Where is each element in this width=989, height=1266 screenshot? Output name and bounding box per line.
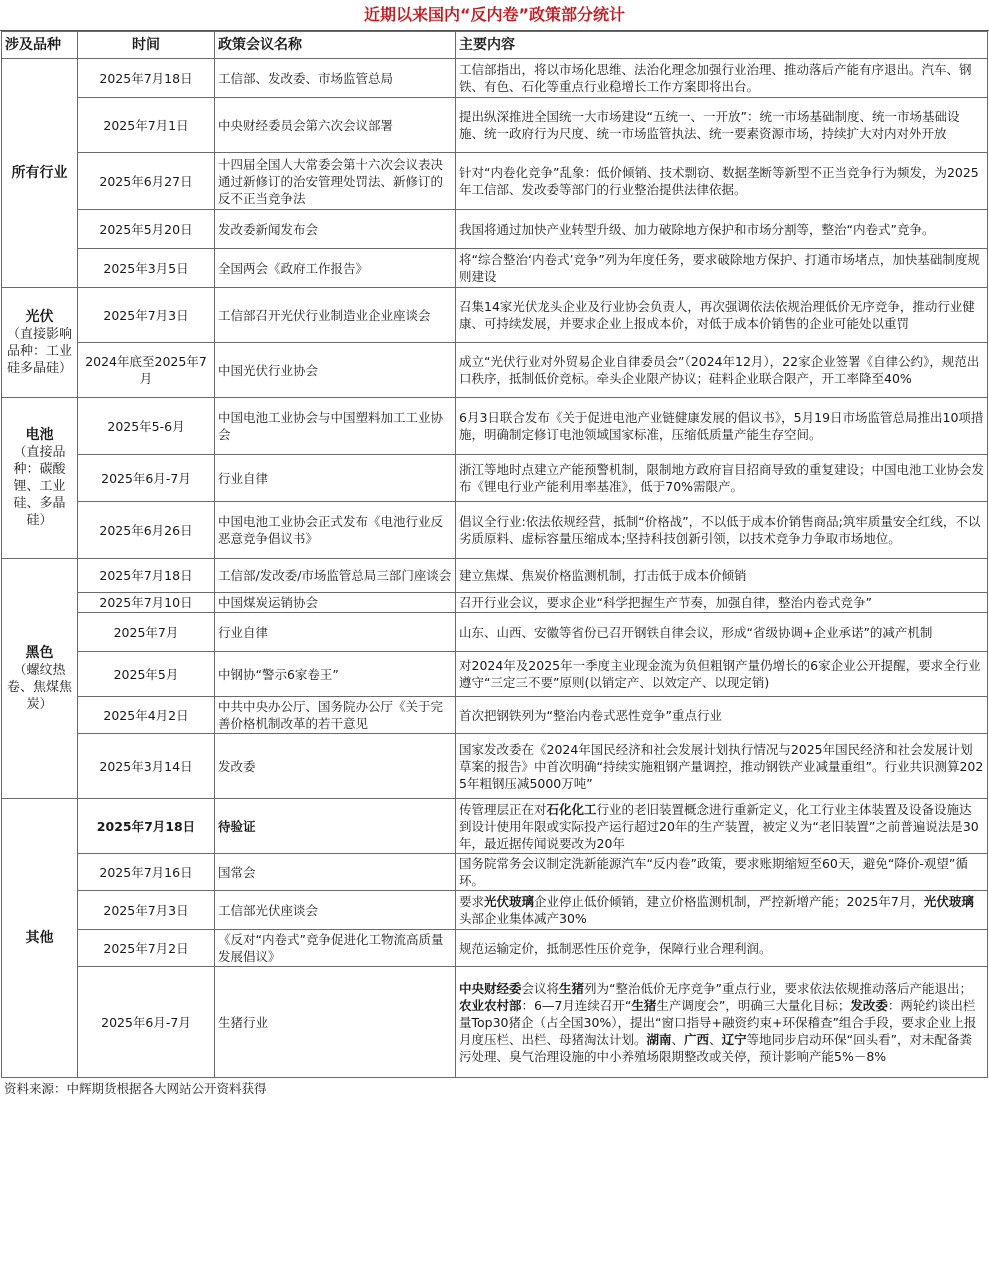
category-name: 电池 — [25, 427, 54, 443]
date-cell: 2025年7月 — [78, 613, 215, 652]
content-cell: 将“综合整治‘内卷式’竞争”列为年度任务，要求破除地方保护、打通市场堵点，加快基础制度规则建设 — [456, 249, 988, 288]
table-row — [2, 799, 988, 854]
meeting-cell: 中国煤炭运销协会 — [215, 593, 456, 613]
meeting-cell: 《反对“内卷式”竞争促进化工物流高质量发展倡议》 — [215, 930, 456, 967]
table-row — [2, 210, 988, 249]
content-cell: 国务院常务会议制定洗新能源汽车“反内卷”政策，要求账期缩短至60天，避免“降价-观望”循环。 — [456, 854, 988, 891]
content-cell: 要求光伏玻璃企业停止低价倾销，建立价格监测机制，严控新增产能；2025年7月，光伏玻璃头部企业集体减产30% — [456, 891, 988, 930]
category-note: （直接品种：碳酸锂、工业硅、多晶硅） — [13, 445, 66, 528]
table-row — [2, 652, 988, 697]
meeting-cell: 工信部/发改委/市场监管总局三部门座谈会 — [215, 559, 456, 593]
category-name: 其他 — [25, 929, 54, 946]
page-title: 近期以来国内“反内卷”政策部分统计 — [0, 0, 989, 31]
date-cell: 2025年3月14日 — [78, 734, 215, 799]
date-cell: 2025年3月5日 — [78, 249, 215, 288]
header-meeting: 政策会议名称 — [215, 32, 456, 59]
date-cell: 2025年6月27日 — [78, 153, 215, 210]
date-cell: 2025年7月1日 — [78, 98, 215, 153]
meeting-cell: 中国电池工业协会正式发布《电池行业反恶意竞争倡议书》 — [215, 502, 456, 559]
content-cell: 6月3日联合发布《关于促进电池产业链健康发展的倡议书》，5月19日市场监管总局推出10项措施，明确制定修订电池领域国家标准，压缩低质量产能生存空间。 — [456, 398, 988, 455]
table-header-row — [2, 32, 988, 59]
date-cell: 2025年5-6月 — [78, 398, 215, 455]
content-cell: 召开行业会议，要求企业“科学把握生产节奏，加强自律，整治内卷式竞争” — [456, 593, 988, 613]
date-cell: 2025年7月18日 — [78, 799, 215, 854]
table-row — [2, 613, 988, 652]
table-row — [2, 854, 988, 891]
category-cell — [2, 559, 78, 799]
table-row — [2, 734, 988, 799]
table-row — [2, 502, 988, 559]
date-cell: 2024年底至2025年7月 — [78, 343, 215, 398]
date-cell: 2025年7月18日 — [78, 559, 215, 593]
meeting-cell: 国常会 — [215, 854, 456, 891]
content-cell: 规范运输定价，抵制恶性压价竞争，保障行业合理利润。 — [456, 930, 988, 967]
category-name: 所有行业 — [11, 164, 68, 181]
date-cell: 2025年7月10日 — [78, 593, 215, 613]
date-cell: 2025年7月16日 — [78, 854, 215, 891]
category-cell — [2, 288, 78, 398]
header-date: 时间 — [78, 32, 215, 59]
table-row — [2, 593, 988, 613]
meeting-cell: 工信部光伏座谈会 — [215, 891, 456, 930]
category-cell — [2, 59, 78, 288]
table-row — [2, 288, 988, 343]
table-row — [2, 98, 988, 153]
content-cell: 建立焦煤、焦炭价格监测机制，打击低于成本价倾销 — [456, 559, 988, 593]
category-note: （直接影响品种：工业硅多晶硅） — [6, 326, 72, 376]
meeting-cell: 发改委新闻发布会 — [215, 210, 456, 249]
table-row — [2, 559, 988, 593]
date-cell: 2025年6月-7月 — [78, 967, 215, 1078]
meeting-cell: 行业自律 — [215, 613, 456, 652]
table-row — [2, 153, 988, 210]
date-cell: 2025年5月20日 — [78, 210, 215, 249]
meeting-cell: 行业自律 — [215, 455, 456, 502]
category-name: 黑色 — [25, 644, 54, 661]
meeting-cell: 发改委 — [215, 734, 456, 799]
date-cell: 2025年7月18日 — [78, 59, 215, 98]
date-cell: 2025年7月3日 — [78, 891, 215, 930]
date-cell: 2025年5月 — [78, 652, 215, 697]
category-note: （螺纹热卷、焦煤焦炭） — [6, 662, 72, 712]
meeting-cell: 中国电池工业协会与中国塑料加工工业协会 — [215, 398, 456, 455]
content-cell: 山东、山西、安徽等省份已召开钢铁自律会议，形成“省级协调+企业承诺”的减产机制 — [456, 613, 988, 652]
date-cell: 2025年7月3日 — [78, 288, 215, 343]
meeting-cell: 全国两会《政府工作报告》 — [215, 249, 456, 288]
table-row — [2, 891, 988, 930]
content-cell: 国家发改委在《2024年国民经济和社会发展计划执行情况与2025年国民经济和社会发展计划草案的报告》中首次明确“持续实施粗钢产量调控，推动钢铁产业减量重组”。行业共识测算2025年粗钢压减5000万吨” — [456, 734, 988, 799]
header-category: 涉及品种 — [2, 32, 78, 59]
meeting-cell: 十四届全国人大常委会第十六次会议表决通过新修订的治安管理处罚法、新修订的反不正当竞争法 — [215, 153, 456, 210]
policy-table — [1, 31, 988, 1078]
content-cell: 浙江等地时点建立产能预警机制，限制地方政府盲目招商导致的重复建设；中国电池工业协会发布《锂电行业产能利用率基准》，低于70%需限产。 — [456, 455, 988, 502]
date-cell: 2025年4月2日 — [78, 697, 215, 734]
content-cell: 针对“内卷化竞争”乱象：低价倾销、技术剽窃、数据垄断等新型不正当竞争行为频发，为2025年工信部、发改委等部门的行业整治提供法律依据。 — [456, 153, 988, 210]
category-cell — [2, 398, 78, 559]
table-row — [2, 967, 988, 1078]
meeting-cell: 工信部、发改委、市场监管总局 — [215, 59, 456, 98]
table-row — [2, 249, 988, 288]
content-cell: 倡议全行业:依法依规经营，抵制“价格战”，不以低于成本价销售商品;筑牢质量安全红线，不以劣质原料、虚标容量压缩成本;坚持科技创新引领，以技术竞争力争取市场地位。 — [456, 502, 988, 559]
meeting-cell: 中国光伏行业协会 — [215, 343, 456, 398]
content-cell: 我国将通过加快产业转型升级、加力破除地方保护和市场分割等，整治“内卷式”竞争。 — [456, 210, 988, 249]
meeting-cell: 中钢协“警示6家卷王” — [215, 652, 456, 697]
table-row — [2, 343, 988, 398]
content-cell: 提出纵深推进全国统一大市场建设“五统一、一开放”：统一市场基础制度、统一市场基础设施、统一政府行为尺度、统一市场监管执法、统一要素资源市场，持续扩大对内对外开放 — [456, 98, 988, 153]
date-cell: 2025年7月2日 — [78, 930, 215, 967]
table-row — [2, 398, 988, 455]
header-content: 主要内容 — [456, 32, 988, 59]
source-note: 资料来源：中辉期货根据各大网站公开资料获得 — [4, 1081, 267, 1096]
date-cell: 2025年6月26日 — [78, 502, 215, 559]
content-cell: 中央财经委会议将生猪列为“整治低价无序竞争”重点行业，要求依法依规推动落后产能退出；农业农村部：6—7月连续召开“生猪生产调度会”，明确三大量化目标；发改委：两轮约谈出栏量Top30猪企（占全国30%），提出“窗口指导+融资约束+环保稽查”组合手段，要求企业上报月度压栏、出栏、母猪淘汰计划。湖南、广西、辽宁等地同步启动环保“回头看”，对未配备粪污处理、臭气治理设施的中小养殖场限期整改或关停，预计影响产能5%－8% — [456, 967, 988, 1078]
table-row — [2, 697, 988, 734]
category-name: 光伏 — [25, 308, 54, 325]
meeting-cell: 中央财经委员会第六次会议部署 — [215, 98, 456, 153]
content-cell: 召集14家光伏龙头企业及行业协会负责人，再次强调依法依规治理低价无序竞争，推动行业健康、可持续发展，并要求企业上报成本价，对低于成本价销售的企业可能处以重罚 — [456, 288, 988, 343]
content-cell: 对2024年及2025年一季度主业现金流为负但粗钢产量仍增长的6家企业公开提醒，要求全行业遵守“三定三不要”原则(以销定产、以效定产、以现定销) — [456, 652, 988, 697]
date-cell: 2025年6月-7月 — [78, 455, 215, 502]
meeting-cell: 生猪行业 — [215, 967, 456, 1078]
meeting-cell: 待验证 — [215, 799, 456, 854]
meeting-cell: 中共中央办公厅、国务院办公厅《关于完善价格机制改革的若干意见 — [215, 697, 456, 734]
content-cell: 工信部指出，将以市场化思维、法治化理念加强行业治理、推动落后产能有序退出。汽车、钢铁、有色、石化等重点行业稳增长工作方案即将出台。 — [456, 59, 988, 98]
table-row — [2, 930, 988, 967]
content-cell: 成立“光伏行业对外贸易企业自律委员会”（2024年12月），22家企业签署《自律公约》，规范出口秩序，抵制低价竞标。牵头企业限产协议；硅料企业联合限产，开工率降至40% — [456, 343, 988, 398]
content-cell: 传管理层正在对石化化工行业的老旧装置概念进行重新定义，化工行业主体装置及设备设施达到设计使用年限或实际投产运行超过20年的生产装置，被定义为“老旧装置”之前普遍说法是30年，最近据传闻说要改为20年 — [456, 799, 988, 854]
table-row — [2, 455, 988, 502]
meeting-cell: 工信部召开光伏行业制造业企业座谈会 — [215, 288, 456, 343]
table-row — [2, 59, 988, 98]
category-cell — [2, 799, 78, 1078]
content-cell: 首次把钢铁列为“整治内卷式恶性竞争”重点行业 — [456, 697, 988, 734]
